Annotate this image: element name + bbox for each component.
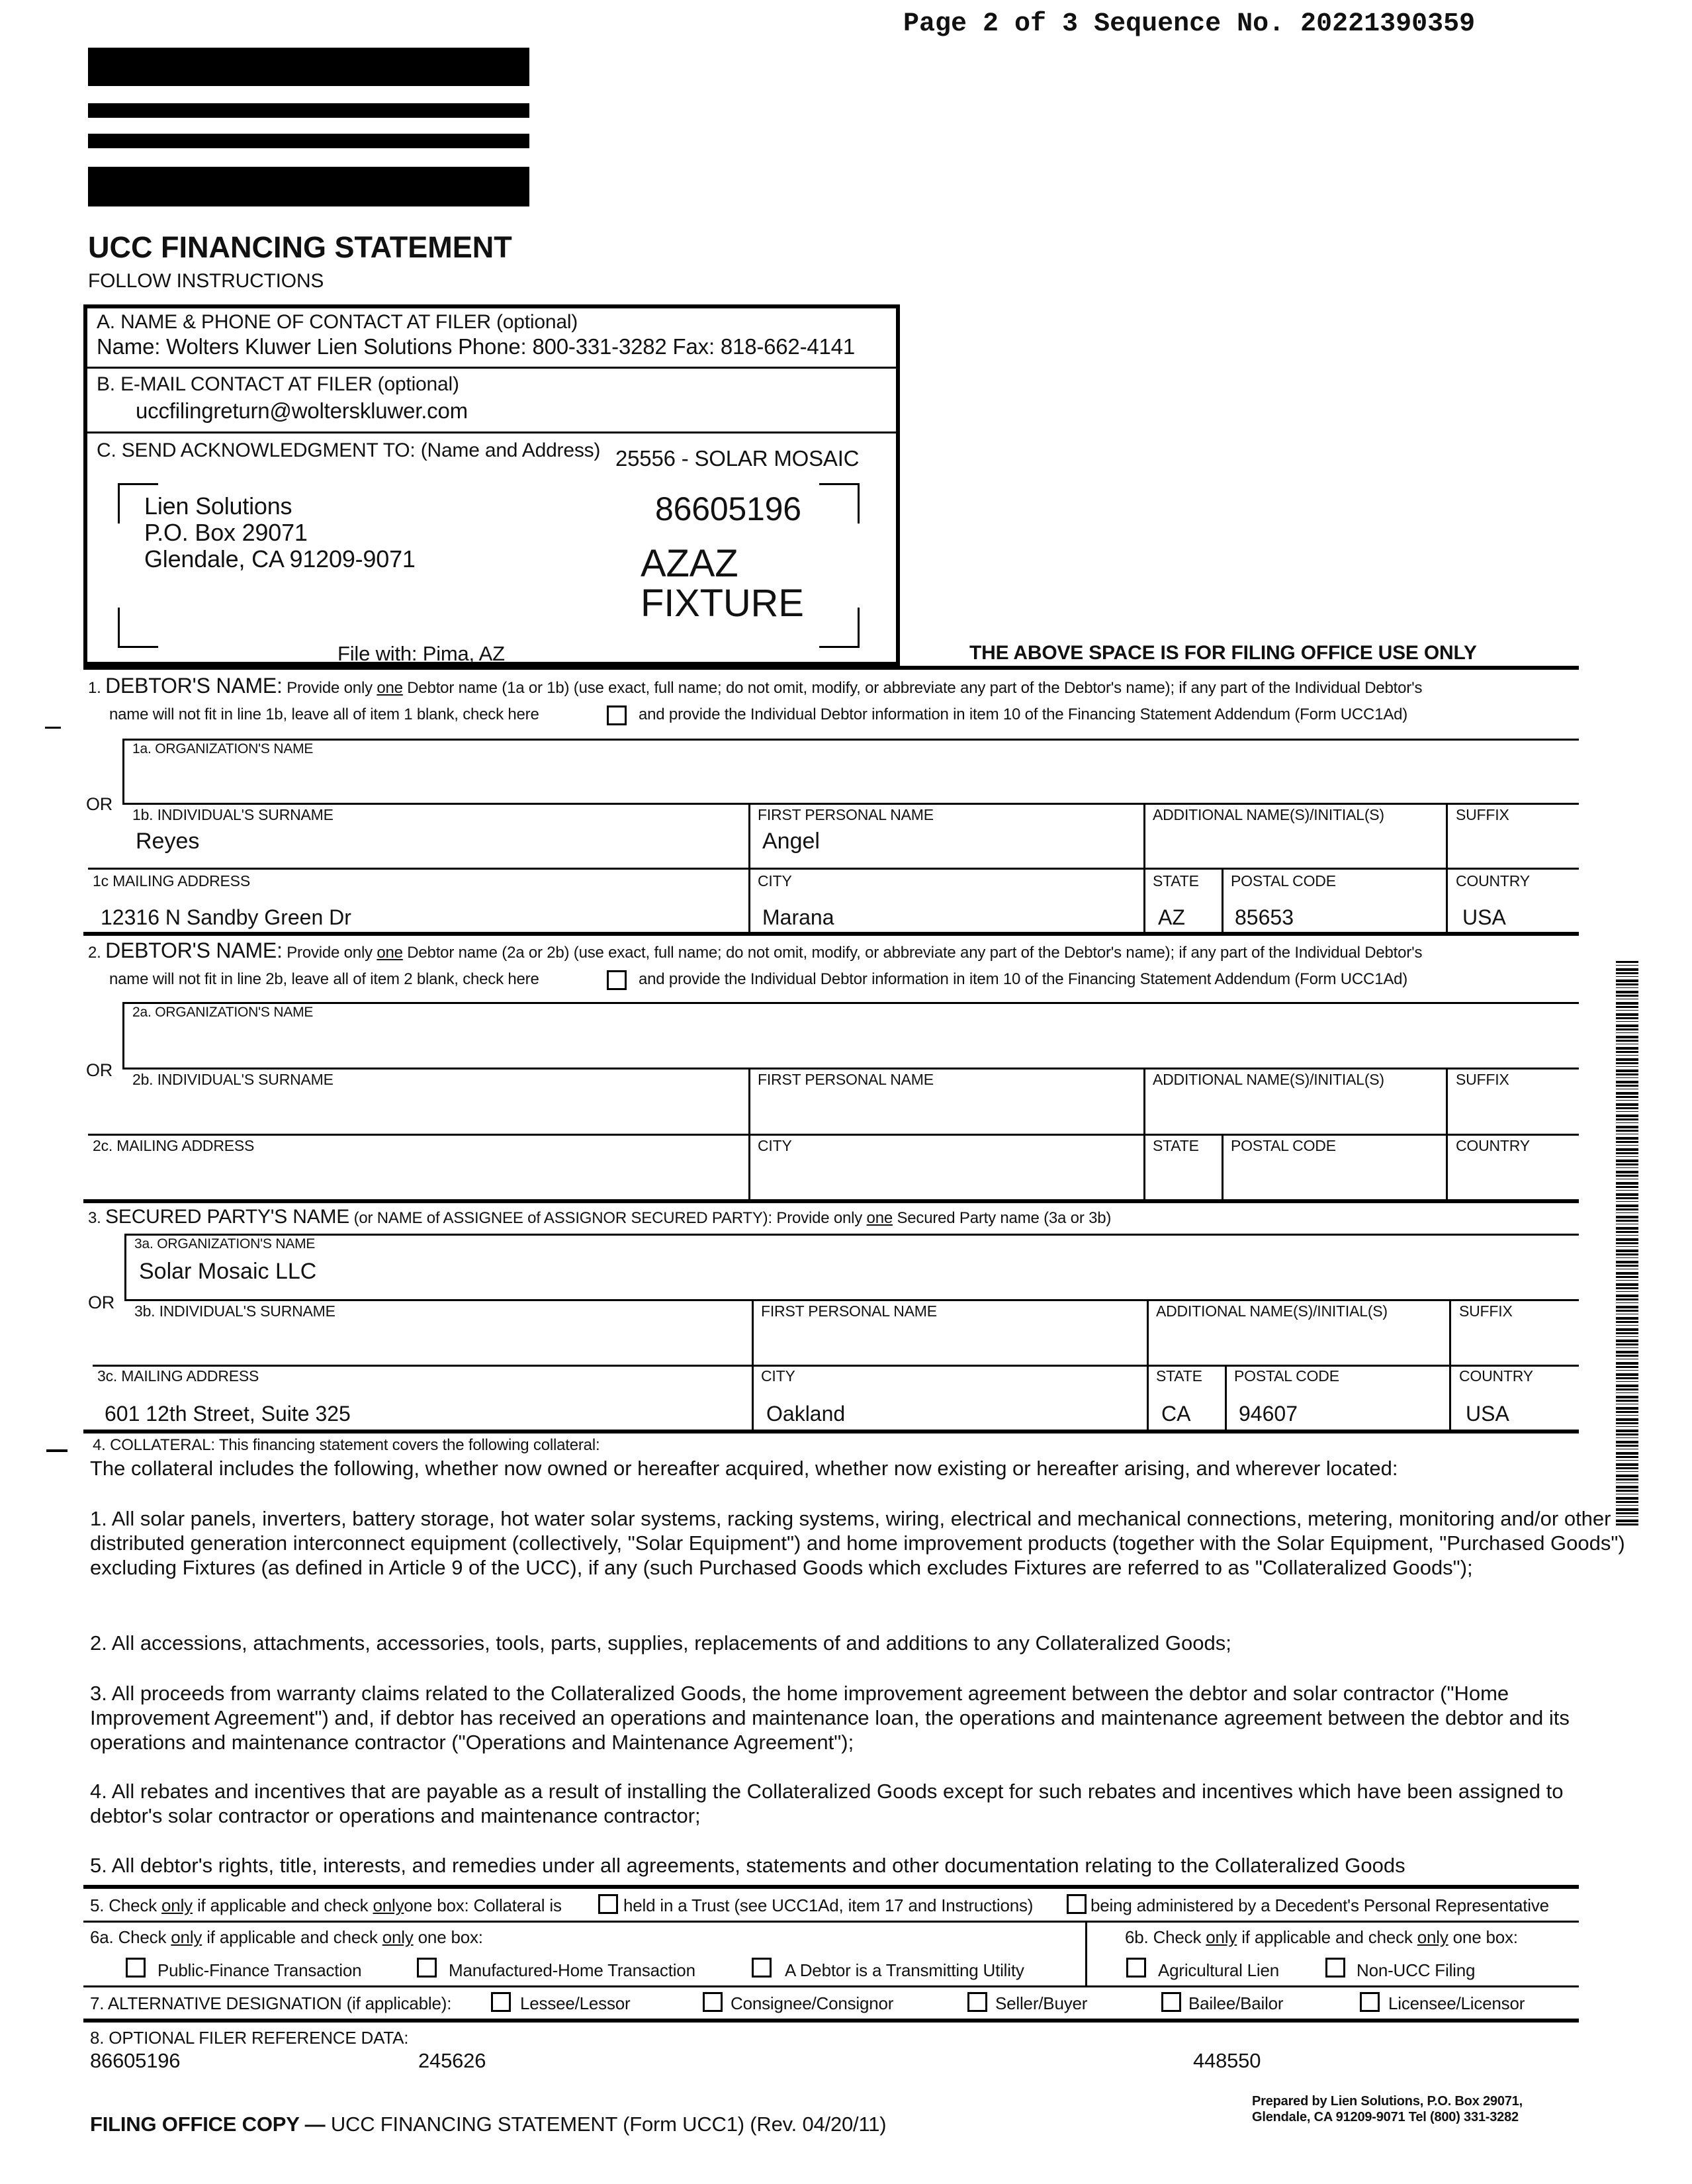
divider (1225, 1365, 1227, 1430)
ack-number: 86605196 (655, 490, 801, 527)
bailee-bailor-checkbox[interactable] (1161, 1992, 1181, 2012)
divider (1147, 1299, 1149, 1365)
seller-buyer-checkbox[interactable] (967, 1992, 987, 2012)
agricultural-lien-label: Agricultural Lien (1158, 1960, 1280, 1980)
collateral-item-5: 5. All debtor's rights, title, interests, and remedies under all agreements, statements and other documentation relating to the Collateralized Goods (90, 1854, 1405, 1877)
consignee-consignor-checkbox[interactable] (703, 1992, 723, 2012)
divider (88, 1134, 1579, 1136)
debtor2-box (122, 1002, 1579, 1068)
bracket-top-right (819, 483, 860, 523)
debtor2-instruction-line2: name will not fit in line 2b, leave all of item 2 blank, check here (109, 970, 539, 988)
bailee-bailor-label: Bailee/Bailor (1188, 1993, 1284, 2013)
collateral-label: 4. COLLATERAL: This financing statement covers the following collateral: (93, 1436, 600, 1454)
debtor2-city-label: CITY (758, 1137, 792, 1154)
manufactured-home-label: Manufactured-Home Transaction (449, 1960, 695, 1980)
debtor1-or: OR (86, 794, 113, 814)
secured-additional-label: ADDITIONAL NAME(S)/INITIAL(S) (1156, 1302, 1388, 1320)
debtor1-additional-label: ADDITIONAL NAME(S)/INITIAL(S) (1153, 806, 1384, 823)
divider (1222, 868, 1224, 933)
section-divider (83, 932, 1579, 936)
debtor2-or: OR (86, 1060, 113, 1080)
divider (1143, 1134, 1145, 1199)
secured-state-label: STATE (1156, 1367, 1202, 1385)
debtor1-first-label: FIRST PERSONAL NAME (758, 806, 934, 823)
reference-2: 245626 (418, 2049, 486, 2072)
divider (87, 432, 896, 433)
sequence-number: 20221390359 (1300, 9, 1476, 39)
reference-3: 448550 (1193, 2049, 1261, 2072)
filer-email-label: B. E-MAIL CONTACT AT FILER (optional) (97, 373, 459, 395)
item8-label: 8. OPTIONAL FILER REFERENCE DATA: (90, 2028, 409, 2048)
debtor1-heading: 1. DEBTOR'S NAME: Provide only one Debtor name (1a or 1b) (use exact, full name; do not omit, modify, or abbreviate any part of the Debtor's name); if any part of the Individual Debtor's (88, 674, 1423, 698)
debtor2-mailing-label: 2c. MAILING ADDRESS (93, 1137, 255, 1154)
secured-postal-value: 94607 (1239, 1402, 1298, 1426)
consignee-consignor-label: Consignee/Consignor (731, 1993, 894, 2013)
footer-prepared-line1: Prepared by Lien Solutions, P.O. Box 29071, (1252, 2094, 1523, 2109)
debtor2-surname-label: 2b. INDIVIDUAL'S SURNAME (132, 1071, 334, 1088)
divider (122, 803, 1579, 805)
debtor2-first-label: FIRST PERSONAL NAME (758, 1071, 934, 1088)
debtor1-surname-label: 1b. INDIVIDUAL'S SURNAME (132, 806, 334, 823)
section-divider (83, 1885, 1579, 1889)
secured-mailing-value: 601 12th Street, Suite 325 (105, 1402, 351, 1426)
divider (83, 1985, 1579, 1987)
divider (748, 868, 750, 933)
transmitting-utility-checkbox[interactable] (752, 1958, 772, 1978)
secured-mailing-label: 3c. MAILING ADDRESS (97, 1367, 259, 1385)
side-barcode (1616, 961, 1638, 1527)
secured-or: OR (88, 1293, 115, 1312)
lessee-lessor-label: Lessee/Lessor (520, 1993, 631, 2013)
debtor1-mailing-value: 12316 N Sandby Green Dr (101, 905, 351, 929)
public-finance-checkbox[interactable] (126, 1958, 146, 1978)
debtor2-addendum-checkbox[interactable] (607, 970, 627, 990)
section-divider (83, 1430, 1579, 1433)
item5-decedent-label: being administered by a Decedent's Personal Representative (1091, 1895, 1549, 1915)
secured-heading-title: SECURED PARTY'S NAME (105, 1206, 350, 1228)
filer-email-value: uccfilingreturn@wolterskluwer.com (136, 398, 468, 423)
secured-org-label: 3a. ORGANIZATION'S NAME (134, 1236, 316, 1251)
collateral-item-4: 4. All rebates and incentives that are payable as a result of installing the Collateralized Goods except for such rebates and incentives which have been assigned to debtor's solar contractor or operations and maintenance contractor; (90, 1780, 1564, 1827)
divider (1446, 1068, 1448, 1134)
secured-heading: 3. SECURED PARTY'S NAME (or NAME of ASSIGNEE of ASSIGNOR SECURED PARTY): Provide only one Secured Party name (3a or 3b) (88, 1206, 1112, 1228)
divider (88, 868, 1579, 870)
divider (752, 1365, 754, 1430)
debtor1-city-value: Marana (762, 905, 834, 929)
form-subtitle: FOLLOW INSTRUCTIONS (88, 270, 324, 292)
divider (1446, 1134, 1448, 1199)
ack-label: C. SEND ACKNOWLEDGMENT TO: (Name and Address) (97, 439, 601, 461)
form-title: UCC FINANCING STATEMENT (88, 230, 512, 264)
item5-trust-label: held in a Trust (see UCC1Ad, item 17 and Instructions) (623, 1895, 1034, 1915)
debtor1-mailing-label: 1c MAILING ADDRESS (93, 872, 250, 889)
bracket-bottom-left (118, 608, 158, 648)
margin-mark (45, 727, 61, 729)
item5-label: 5. Check only if applicable and check onlyone box: Collateral is (90, 1895, 562, 1915)
item6a-label: 6a. Check only if applicable and check only one box: (90, 1927, 483, 1947)
item7-label: 7. ALTERNATIVE DESIGNATION (if applicable): (90, 1993, 452, 2013)
debtor1-state-label: STATE (1153, 872, 1199, 889)
divider (748, 803, 750, 868)
debtor2-additional-label: ADDITIONAL NAME(S)/INITIAL(S) (1153, 1071, 1384, 1088)
secured-suffix-label: SUFFIX (1459, 1302, 1513, 1320)
debtor1-suffix-label: SUFFIX (1456, 806, 1509, 823)
debtor1-surname-value: Reyes (136, 829, 200, 854)
secured-state-value: CA (1161, 1402, 1191, 1426)
collateral-item-3: 3. All proceeds from warranty claims related to the Collateralized Goods, the home improvement agreement between the debtor and solar contractor ("Home Improvement Agreement") and, if debtor has received an operations and maintenance loan, the operations and maintenance agreement between the debtor and its operations and maintenance contractor ("Operations and Maintenance Agreement"); (90, 1682, 1570, 1754)
secured-country-value: USA (1466, 1402, 1509, 1426)
divider (752, 1299, 754, 1365)
debtor1-postal-label: POSTAL CODE (1231, 872, 1336, 889)
secured-box (124, 1234, 1579, 1301)
divider (122, 1068, 1579, 1069)
debtor1-country-value: USA (1462, 905, 1506, 929)
licensee-licensor-label: Licensee/Licensor (1388, 1993, 1525, 2013)
filer-contact-label: A. NAME & PHONE OF CONTACT AT FILER (optional) (97, 311, 578, 333)
file-with: File with: Pima, AZ (337, 642, 505, 665)
margin-mark (46, 1449, 67, 1452)
ack-tag-azaz: AZAZ (641, 542, 738, 585)
debtor2-country-label: COUNTRY (1456, 1137, 1530, 1154)
reference-1: 86605196 (90, 2049, 181, 2072)
debtor2-suffix-label: SUFFIX (1456, 1071, 1509, 1088)
licensee-licensor-checkbox[interactable] (1360, 1992, 1380, 2012)
secured-city-value: Oakland (766, 1402, 846, 1426)
secured-surname-label: 3b. INDIVIDUAL'S SURNAME (134, 1302, 335, 1320)
divider (1143, 1068, 1145, 1134)
divider (748, 1068, 750, 1134)
debtor2-state-label: STATE (1153, 1137, 1199, 1154)
divider (1449, 1299, 1451, 1365)
item5-decedent-checkbox[interactable] (1067, 1894, 1087, 1914)
debtor1-instruction-line2: name will not fit in line 1b, leave all of item 1 blank, check here (109, 705, 539, 723)
section-divider (83, 666, 1579, 670)
lessee-lessor-checkbox[interactable] (491, 1992, 511, 2012)
ack-reference: 25556 - SOLAR MOSAIC (615, 446, 860, 471)
debtor1-instruction-line2b: and provide the Individual Debtor information in item 10 of the Financing Statement Addendum (Form UCC1Ad) (639, 705, 1408, 723)
footer-copy-label: FILING OFFICE COPY — UCC FINANCING STATEMENT (Form UCC1) (Rev. 04/20/11) (90, 2113, 887, 2136)
manufactured-home-checkbox[interactable] (417, 1958, 437, 1978)
divider (1446, 868, 1448, 933)
redaction-bar (88, 103, 529, 118)
divider (1085, 1921, 1087, 1987)
page-number: Page 2 of 3 (903, 9, 1079, 39)
collateral-item-2: 2. All accessions, attachments, accessories, tools, parts, supplies, replacements of and additions to any Collateralized Goods; (90, 1631, 1231, 1655)
debtor1-postal-value: 85653 (1235, 905, 1294, 929)
item5-trust-checkbox[interactable] (598, 1894, 618, 1914)
transmitting-utility-label: A Debtor is a Transmitting Utility (785, 1960, 1024, 1980)
divider (1449, 1365, 1451, 1430)
page-header (903, 9, 1475, 39)
secured-country-label: COUNTRY (1459, 1367, 1533, 1385)
bracket-bottom-right (819, 608, 860, 648)
debtor1-heading-title: DEBTOR'S NAME: (105, 674, 283, 698)
debtor1-state-value: AZ (1158, 905, 1185, 929)
seller-buyer-label: Seller/Buyer (995, 1993, 1088, 2013)
ack-address-line1: P.O. Box 29071 (144, 519, 308, 546)
ack-address-line2: Glendale, CA 91209-9071 (144, 545, 416, 572)
debtor1-box (122, 739, 1579, 805)
redaction-bar (88, 167, 529, 206)
divider (93, 1365, 1579, 1367)
debtor1-city-label: CITY (758, 872, 792, 889)
divider (748, 1134, 750, 1199)
divider (124, 1299, 1579, 1301)
non-ucc-filing-checkbox[interactable] (1325, 1958, 1345, 1978)
agricultural-lien-checkbox[interactable] (1126, 1958, 1146, 1978)
debtor2-postal-label: POSTAL CODE (1231, 1137, 1336, 1154)
debtor1-first-value: Angel (762, 829, 820, 854)
secured-org-value: Solar Mosaic LLC (139, 1259, 317, 1284)
divider (1143, 803, 1145, 868)
secured-postal-label: POSTAL CODE (1234, 1367, 1339, 1385)
sequence-label: Sequence No. (1094, 9, 1285, 39)
item6b-label: 6b. Check only if applicable and check only one box: (1125, 1927, 1518, 1947)
divider (1147, 1365, 1149, 1430)
collateral-item-1: 1. All solar panels, inverters, battery storage, hot water solar systems, racking systems, wiring, electrical and mechanical connections, metering, monitoring and/or other distributed generation interconnect equipment (collectively, "Solar Equipment") and home improvement products (together with the Solar Equipment, "Purchased Goods") excluding Fixtures (as defined in Article 9 of the UCC), if any (such Purchased Goods which excludes Fixtures are referred to as "Collateralized Goods"); (90, 1507, 1625, 1579)
filer-contact-value: Name: Wolters Kluwer Lien Solutions Phone: 800-331-3282 Fax: 818-662-4141 (97, 334, 855, 359)
debtor1-addendum-checkbox[interactable] (607, 705, 627, 725)
debtor2-heading-title: DEBTOR'S NAME: (105, 938, 283, 962)
debtor2-org-label: 2a. ORGANIZATION'S NAME (132, 1005, 314, 1020)
section-divider (83, 1199, 1579, 1203)
ack-tag-fixture: FIXTURE (641, 582, 804, 625)
collateral-intro: The collateral includes the following, whether now owned or hereafter acquired, whether now existing or hereafter arising, and wherever located: (90, 1457, 1398, 1480)
ack-name: Lien Solutions (144, 492, 292, 520)
footer-prepared-line2: Glendale, CA 91209-9071 Tel (800) 331-3282 (1252, 2110, 1519, 2124)
debtor2-heading: 2. DEBTOR'S NAME: Provide only one Debtor name (2a or 2b) (use exact, full name; do not omit, modify, or abbreviate any part of the Debtor's name); if any part of the Individual Debtor's (88, 938, 1423, 962)
non-ucc-filing-label: Non-UCC Filing (1357, 1960, 1476, 1980)
redaction-bar (88, 134, 529, 148)
secured-first-label: FIRST PERSONAL NAME (761, 1302, 937, 1320)
divider (1446, 803, 1448, 868)
divider (1143, 868, 1145, 933)
divider (87, 367, 896, 369)
divider (83, 1921, 1579, 1923)
debtor2-instruction-line2b: and provide the Individual Debtor information in item 10 of the Financing Statement Addendum (Form UCC1Ad) (639, 970, 1408, 988)
public-finance-label: Public-Finance Transaction (157, 1960, 362, 1980)
redaction-bar (88, 48, 529, 86)
filing-office-note: THE ABOVE SPACE IS FOR FILING OFFICE USE ONLY (969, 642, 1477, 664)
divider (1222, 1134, 1224, 1199)
debtor1-org-label: 1a. ORGANIZATION'S NAME (132, 741, 314, 756)
debtor1-country-label: COUNTRY (1456, 872, 1530, 889)
section-divider (83, 2019, 1579, 2023)
secured-city-label: CITY (761, 1367, 795, 1385)
